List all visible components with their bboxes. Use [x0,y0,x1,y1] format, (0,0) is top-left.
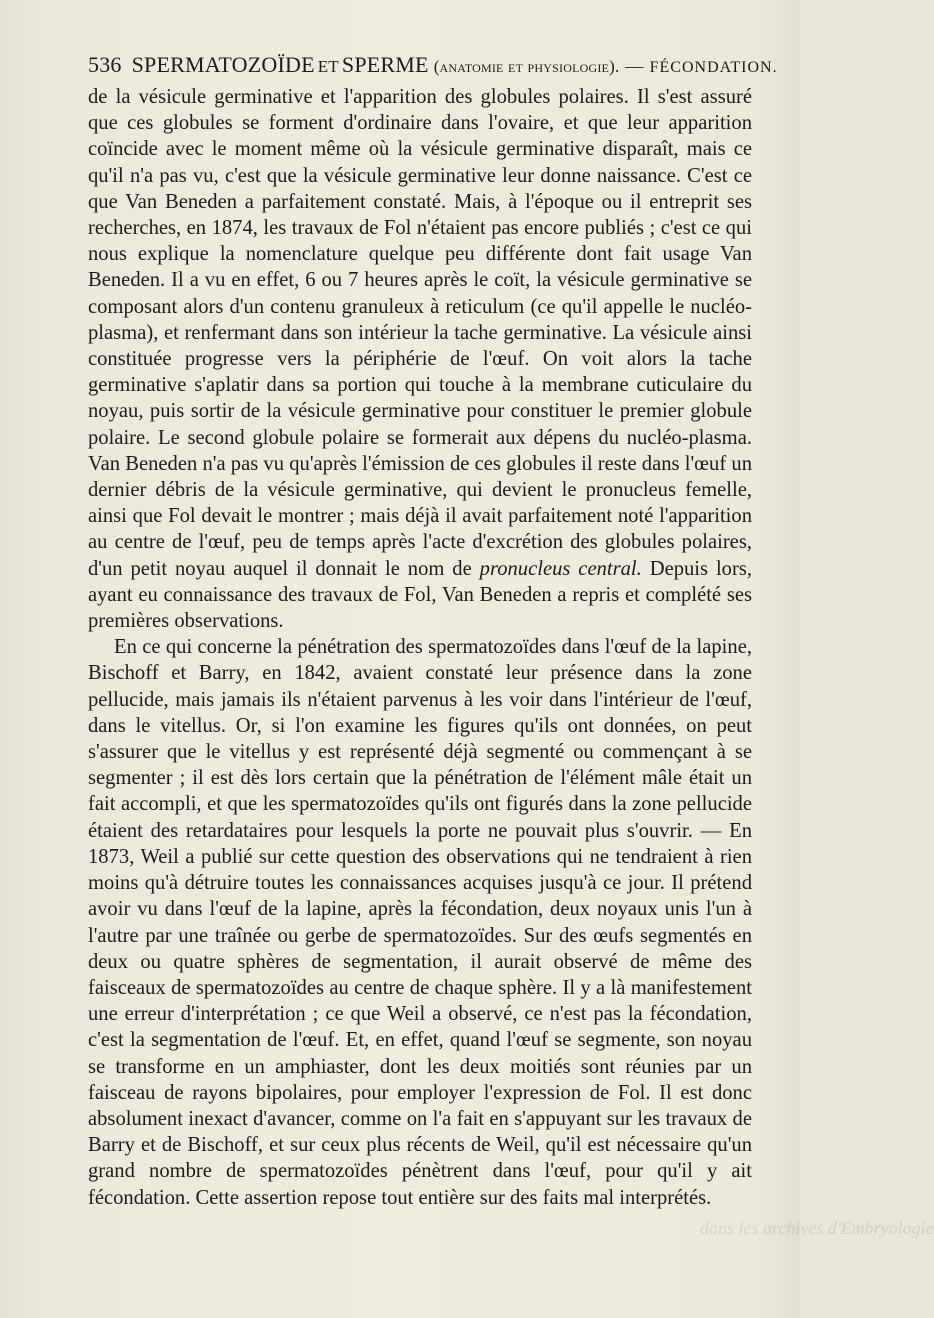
paragraph-1 [88,84,752,634]
header-dash: — [625,56,644,76]
paragraph-1-italic-term: pronucleus central. [479,557,642,580]
header-title-part2: SPERME [341,52,429,77]
paragraph-1-text-b: Depuis lors, ayant eu connaissance des travaux de Fol, Van Beneden a repris et complété ses premières observations. [88,557,752,633]
running-head [88,52,778,78]
body-text [88,84,752,1211]
paragraph-1-text-a: de la vésicule germinative et l'apparition des globules polaires. Il s'est assuré que ces globules se forment d'ordinaire dans l'ovaire, et que leur apparition coïncide avec le moment même où la vésicule germinative disparaît, mais ce qu'il n'a pas vu, c'est que la vésicule germinative leur donne naissance. C'est ce que Van Beneden a parfaitement constaté. Mais, à l'époque ou il entreprit ses recherches, en 1874, les travaux de Fol n'étaient pas encore publiés ; c'est ce qui nous explique la nomenclature quelque peu différente dont fait usage Van Beneden. Il a vu en effet, 6 ou 7 heures après le coït, la vésicule germinative se composant alors d'un contenu granuleux à reticulum (ce qu'il appelle le nucléo-plasma), et renfermant dans son intérieur la tache germinative. La vésicule ainsi constituée progresse vers la périphérie de l'œuf. On voit alors la tache germinative s'aplatir dans sa portion qui touche à la membrane cuticulaire du noyau, puis sortir de la vésicule germinative pour constituer le premier globule polaire. Le second globule polaire se formerait aux dépens du nucléo-plasma. Van Beneden n'a pas vu qu'après l'émission de ces globules il reste dans l'œuf un dernier débris de la vésicule germinative, qui devient le pronucleus femelle, ainsi que Fol devait le montrer ; mais déjà il avait parfaitement noté l'apparition au centre de l'œuf, peu de temps après l'acte d'excrétion des globules polaires, d'un petit noyau auquel il donnait le nom de [88,86,752,580]
show-through-text: dans les archives d'Embryologie [700,1218,934,1238]
page-number: 536 [88,52,122,77]
header-title-part1: SPERMATOZOÏDE [131,52,315,77]
header-section: FÉCONDATION. [649,59,778,76]
header-connector: ET [317,57,339,76]
paragraph-2: En ce qui concerne la pénétration des spermatozoïdes dans l'œuf de la lapine, Bischoff et Barry, en 1842, avaient constaté leur présence dans la zone pellucide, mais jamais ils n'étaient parvenus à les voir dans l'intérieur de l'œuf, dans le vitellus. Or, si l'on examine les figures qu'ils ont données, on peut s'assurer que le vitellus y est représenté déjà segmenté ou commençant à se segmenter ; il est dès lors certain que la pénétration de l'élément mâle était un fait accompli, et que les spermatozoïdes qu'ils ont figurés dans la zone pellucide étaient des retardataires pour lesquels la porte ne pouvait plus s'ouvrir. — En 1873, Weil a publié sur cette question des observations qui ne tendraient à rien moins qu'à détruire toutes les connaissances acquises jusqu'à ce jour. Il prétend avoir vu dans l'œuf de la lapine, après la fécondation, deux noyaux unis l'un à l'autre par une traînée ou gerbe de spermatozoïdes. Sur des œufs segmentés en deux ou quatre sphères de segmentation, il aurait observé de même des faisceaux de spermatozoïdes au centre de chaque sphère. Il y a là manifestement une erreur d'interprétation ; ce que Weil a observé, ce n'est pas la fécondation, c'est la segmentation de l'œuf. Et, en effet, quand l'œuf se segmente, son noyau se transforme en un amphiaster, dont les deux moitiés sont réunies par un faisceau de rayons bipolaires, pour employer l'expression de Fol. Il est donc absolument inexact d'avancer, comme on l'a fait en s'appuyant sur les travaux de Barry et de Bischoff, et sur ceux plus récents de Weil, qu'il est nécessaire qu'un grand nombre de spermatozoïdes pénètrent dans l'œuf, pour qu'il y ait fécondation. Cette assertion repose tout entière sur des faits mal interprétés. [88,636,752,1209]
header-subtitle: (anatomie et physiologie). [433,57,620,76]
